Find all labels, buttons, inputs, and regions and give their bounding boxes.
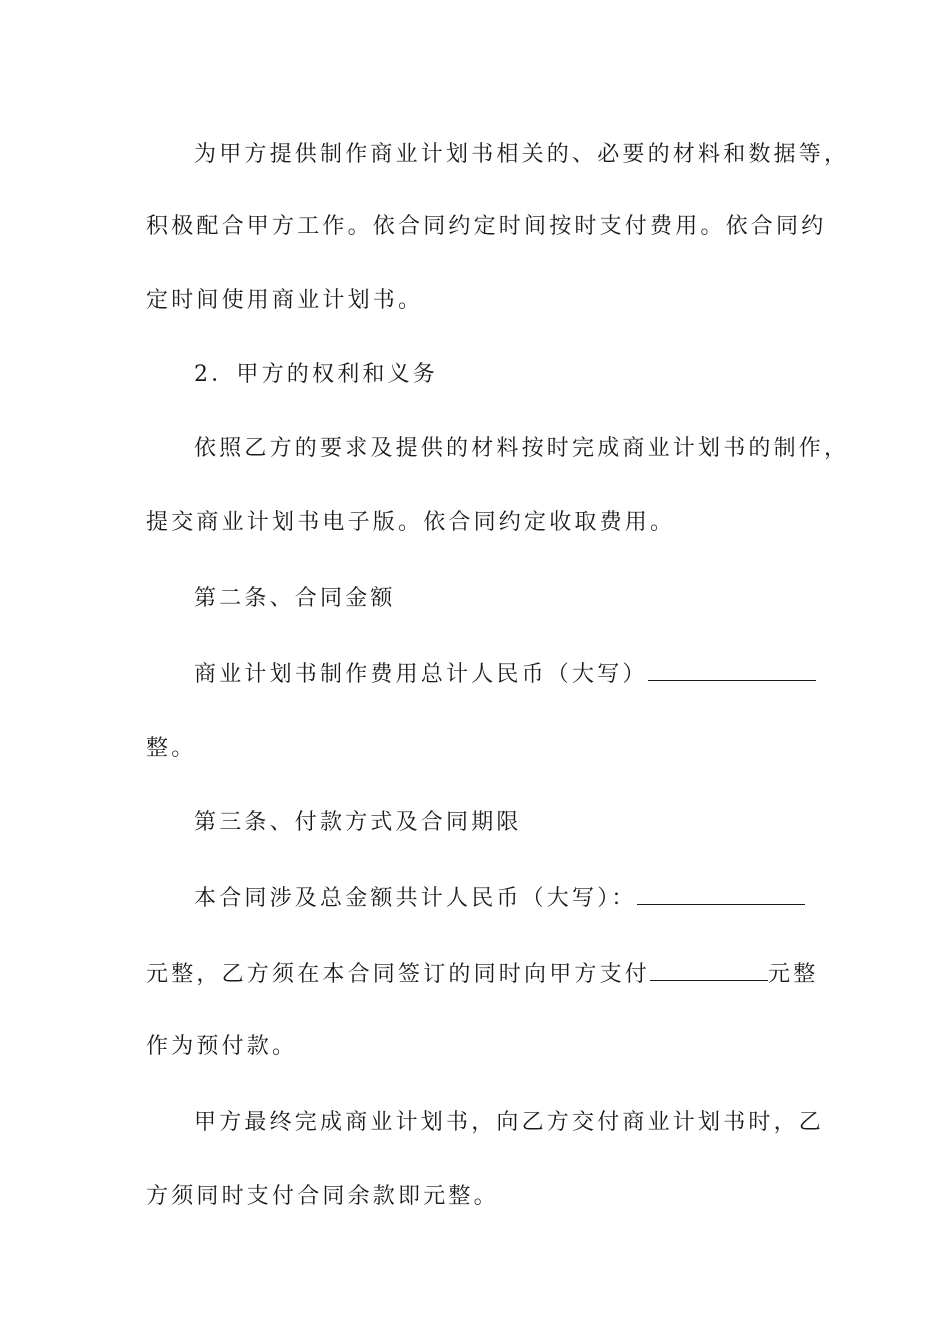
paragraph-line: 积极配合甲方工作。依合同约定时间按时支付费用。依合同约 <box>146 214 827 239</box>
amount-blank-field <box>648 658 816 681</box>
paragraph-line: 整。 <box>146 736 197 761</box>
prepayment-suffix: 元整 <box>768 962 819 987</box>
paragraph-line: 方须同时支付合同余款即元整。 <box>146 1184 499 1209</box>
paragraph-line: 定时间使用商业计划书。 <box>146 288 424 313</box>
paragraph-line: 作为预付款。 <box>146 1034 298 1059</box>
paragraph-line: 依照乙方的要求及提供的材料按时完成商业计划书的制作， <box>194 436 850 461</box>
article-heading: 第二条、合同金额 <box>194 586 396 611</box>
paragraph-line <box>194 882 854 914</box>
article-heading: 第三条、付款方式及合同期限 <box>194 810 522 835</box>
section-heading: 2．甲方的权利和义务 <box>194 362 438 387</box>
total-amount-text: 本合同涉及总金额共计人民币（大写）： <box>194 886 637 911</box>
prepayment-text: 元整，乙方须在本合同签订的同时向甲方支付 <box>146 962 651 987</box>
paragraph-line: 提交商业计划书电子版。依合同约定收取费用。 <box>146 510 676 535</box>
paragraph-line <box>194 658 854 690</box>
paragraph-line <box>146 958 819 990</box>
total-amount-blank-field <box>637 882 805 905</box>
prepayment-blank-field <box>650 958 768 981</box>
paragraph-line: 为甲方提供制作商业计划书相关的、必要的材料和数据等， <box>194 142 850 167</box>
amount-text: 商业计划书制作费用总计人民币（大写） <box>194 662 648 687</box>
paragraph-line: 甲方最终完成商业计划书，向乙方交付商业计划书时，乙 <box>194 1110 825 1135</box>
